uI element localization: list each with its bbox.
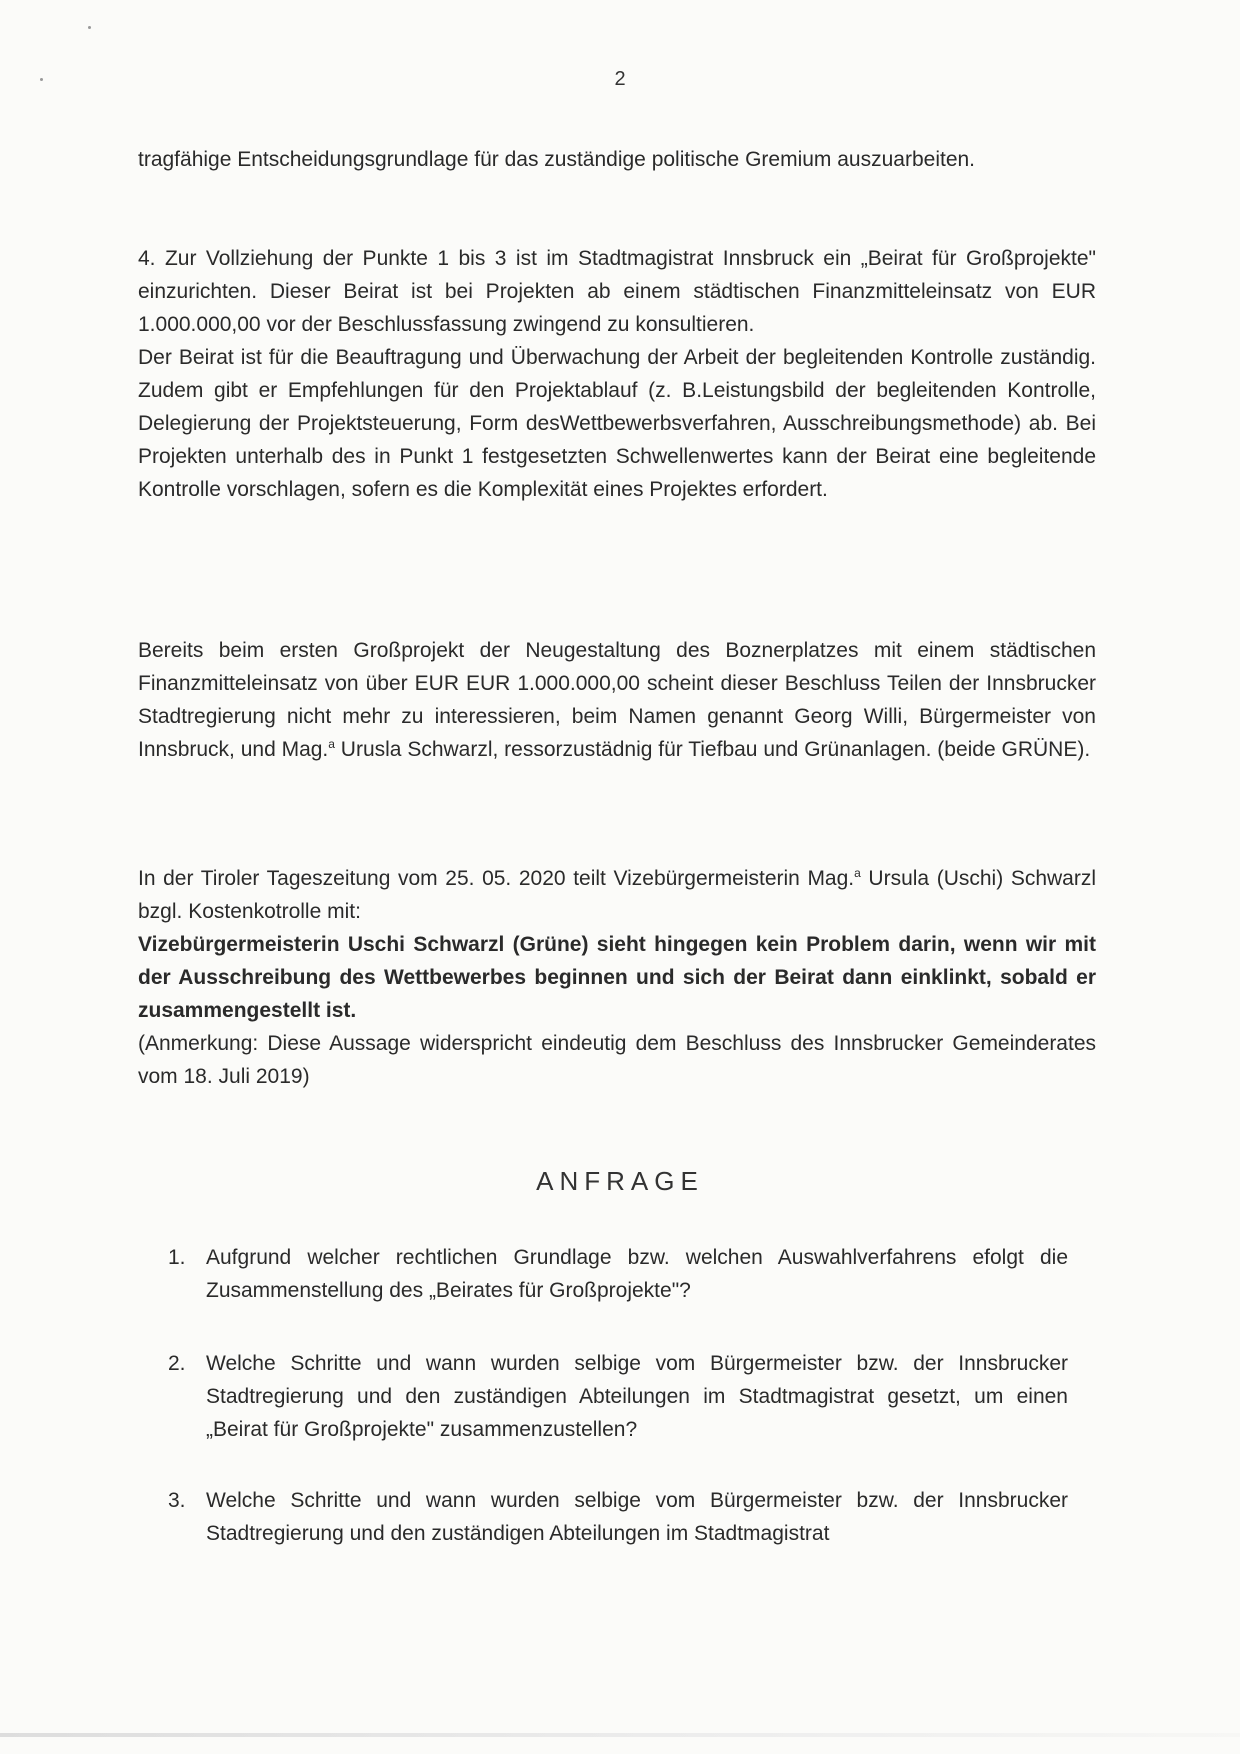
question-item <box>168 1241 1068 1307</box>
question-text: Aufgrund welcher rechtlichen Grundlage bzw. welchen Auswahlverfahrens efolgt die Zusammenstellung des „Beirates für Großprojekte"? <box>206 1246 1068 1302</box>
scan-edge-shadow <box>0 1733 1240 1737</box>
paragraph-text: Der Beirat ist für die Beauftragung und Überwachung der Arbeit der begleitenden Kontrolle zuständig. Zudem gibt er Empfehlungen für den Projektablauf (z. B.Leistungsbild der begleitenden Kontrolle, Delegierung der Projektsteuerung, Form desWettbewerbsverfahren, Ausschreibungsmethode) ab. Bei Projekten unterhalb des in Punkt 1 festgesetzten Schwellenwertes kann der Beirat eine begleitende Kontrolle vorschlagen, sofern es die Komplexität eines Projektes erfordert. <box>138 346 1096 501</box>
question-text: Welche Schritte und wann wurden selbige vom Bürgermeister bzw. der Innsbrucker Stadtregierung und den zuständigen Abteilungen im Stadtmagistrat gesetzt, um einen „Beirat für Großprojekte" zusammenzustellen? <box>206 1352 1068 1441</box>
question-number: 3. <box>168 1489 186 1512</box>
paragraph-text: Bereits beim ersten Großprojekt der Neugestaltung des Boznerplatzes mit einem städtischen Finanzmitteleinsatz von über EUR EUR 1.000.000,00 scheint dieser Beschluss Teilen der Innsbrucker Stadtregierung nicht mehr zu interessieren, beim Namen genannt Georg Willi, Bürgermeister von Innsbruck, und Mag.$^a$ Urusla Schwarzl, ressorzustädnig für Tiefbau und Grünanlagen. (beide GRÜNE). <box>138 639 1096 761</box>
page-number: 2 <box>614 68 626 90</box>
question-number: 2. <box>168 1352 186 1375</box>
paragraph-point-4 <box>138 242 1096 506</box>
question-text: Welche Schritte und wann wurden selbige vom Bürgermeister bzw. der Innsbrucker Stadtregierung und den zuständigen Abteilungen im Stadtmagistrat <box>206 1489 1068 1545</box>
quote-text: Vizebürgermeisterin Uschi Schwarzl (Grüne) sieht hingegen kein Problem darin, wenn wir mit der Ausschreibung des Wettbewerbes beginnen und sich der Beirat dann einklinkt, sobald er zusammengestellt ist. <box>138 933 1096 1022</box>
remark-text: (Anmerkung: Diese Aussage widerspricht eindeutig dem Beschluss des Innsbrucker Gemeinderates vom 18. Juli 2019) <box>138 1032 1096 1088</box>
paragraph-boznerplatz <box>138 634 1096 766</box>
question-number: 1. <box>168 1246 186 1269</box>
paragraph-text: In der Tiroler Tageszeitung vom 25. 05. 2020 teilt Vizebürgermeisterin Mag.$^a$ Ursula (Uschi) Schwarzl bzgl. Kostenkotrolle mit: <box>138 866 1097 923</box>
paragraph-text: tragfähige Entscheidungsgrundlage für das zuständige politische Gremium auszuarbeiten. <box>138 148 976 171</box>
question-item <box>168 1347 1068 1446</box>
question-item <box>168 1484 1068 1550</box>
section-heading: ANFRAGE <box>536 1166 704 1196</box>
paragraph-continuation <box>138 143 1096 176</box>
paragraph-text: 4. Zur Vollziehung der Punkte 1 bis 3 ist im Stadtmagistrat Innsbruck ein „Beirat für Großprojekte" einzurichten. Dieser Beirat ist bei Projekten ab einem städtischen Finanzmitteleinsatz von EUR 1.000.000,00 vor der Beschlussfassung zwingend zu konsultieren. <box>138 247 1096 336</box>
paragraph-tageszeitung <box>138 862 1096 1093</box>
scan-speck <box>88 26 91 29</box>
